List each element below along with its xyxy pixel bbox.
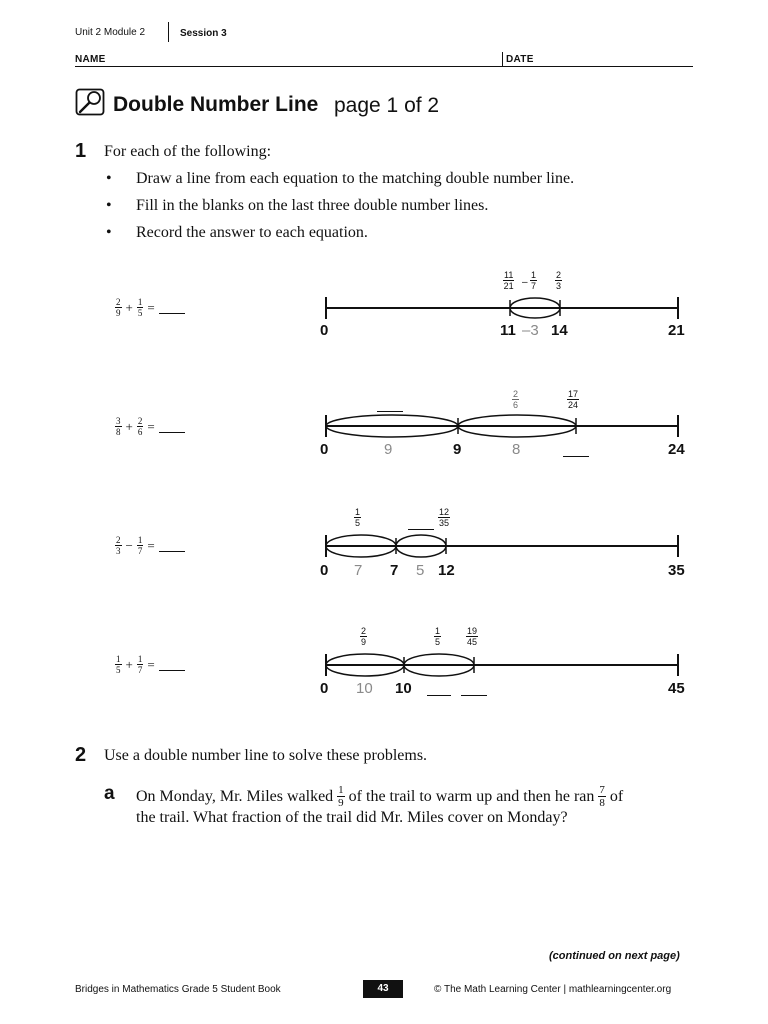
equation-4: $\frac{1}{5}$ + $\frac{1}{7}$ = (115, 655, 185, 675)
page-number: 43 (363, 980, 403, 998)
bullet-2: Fill in the blanks on the last three double number lines. (136, 197, 489, 214)
problem-2a-line2: the trail. What fraction of the trail did Mr. Miles cover on Monday? (136, 809, 568, 826)
nl4-frac-19-45: $\frac{19}{45}$ (467, 626, 478, 647)
equation-3: $\frac{2}{3}$ − $\frac{1}{7}$ = (115, 536, 185, 556)
nl3-label-0: 0 (320, 562, 329, 579)
problem-2-intro: Use a double number line to solve these problems. (104, 747, 428, 764)
bullet-dot: • (106, 197, 112, 214)
nl4-blank-2[interactable] (461, 695, 487, 696)
nl2-label-9: 9 (453, 441, 462, 458)
nl3-label-7: 7 (390, 562, 399, 579)
nl2-top-blank[interactable] (377, 411, 403, 412)
bullet-dot: • (106, 224, 112, 241)
nl1-label-14: 14 (551, 322, 568, 339)
nl2-frac-17-24: $\frac{17}{24}$ (568, 389, 579, 410)
nl4-label-0: 0 (320, 680, 329, 697)
session-label: Session 3 (180, 28, 227, 39)
bullet-1: Draw a line from each equation to the matching double number line. (136, 170, 575, 187)
nl1-label-11: 11 (500, 322, 516, 339)
page-subtitle: page 1 of 2 (334, 94, 440, 117)
number-line-2 (326, 415, 678, 437)
problem-2a-line1: On Monday, Mr. Miles walked $\frac{1}{9}$ of the trail to warm up and then he ran $\frac{7}{8}$ of (136, 784, 624, 809)
nl2-label-9-gray: 9 (384, 441, 393, 458)
problem-2-number: 2 (75, 744, 87, 766)
nl2-label-8-gray: 8 (512, 441, 521, 458)
date-label: DATE (506, 54, 534, 65)
nl4-label-45: 45 (668, 680, 685, 697)
nl1-frac-11-21: $\frac{11}{21}$ (503, 270, 514, 291)
nl3-top-blank[interactable] (408, 529, 434, 530)
nl1-frac-2-3: $\frac{2}{3}$ (556, 270, 562, 291)
problem-1-intro: For each of the following: (104, 143, 272, 160)
number-line-1 (326, 297, 678, 319)
nl4-frac-1-5: $\frac{1}{5}$ (435, 626, 441, 647)
nl4-label-10: 10 (395, 680, 412, 697)
continued-note: (continued on next page) (549, 950, 680, 962)
nl2-label-0: 0 (320, 441, 329, 458)
nl1-label-minus3: –3 (522, 322, 539, 339)
nl1-label-0: 0 (320, 322, 329, 339)
nl2-label-24: 24 (668, 441, 685, 458)
bullet-3: Record the answer to each equation. (136, 224, 368, 241)
unit-module-label: Unit 2 Module 2 (75, 27, 146, 38)
name-label: NAME (75, 54, 106, 65)
nl3-label-5-gray: 5 (416, 562, 425, 579)
nl3-label-12: 12 (438, 562, 455, 579)
nl4-frac-2-9: $\frac{2}{9}$ (361, 626, 367, 647)
nl3-label-7-gray: 7 (354, 562, 363, 579)
nl4-blank-1[interactable] (427, 695, 451, 696)
nl3-frac-1-5: $\frac{1}{5}$ (355, 507, 361, 528)
bullet-dot: • (106, 170, 112, 187)
nl3-label-35: 35 (668, 562, 685, 579)
nl1-minus: – (522, 277, 528, 288)
equation-1: $\frac{2}{9}$ + $\frac{1}{5}$ = (115, 298, 185, 318)
problem-1-number: 1 (75, 140, 87, 162)
nl4-label-10-gray: 10 (356, 680, 373, 697)
number-line-3 (326, 535, 678, 557)
problem-2a-label: a (104, 783, 115, 804)
nl1-label-21: 21 (668, 322, 685, 339)
equation-2: $\frac{3}{8}$ + $\frac{2}{6}$ = (115, 417, 185, 437)
page-title: Double Number Line (113, 93, 319, 116)
footer-right: © The Math Learning Center | mathlearningcenter.org (434, 984, 672, 995)
footer-left: Bridges in Mathematics Grade 5 Student Book (75, 984, 281, 995)
nl1-frac-1-7: $\frac{1}{7}$ (531, 270, 537, 291)
nl2-frac-2-6: $\frac{2}{6}$ (513, 389, 519, 410)
number-line-4 (326, 654, 678, 676)
nl3-frac-12-35: $\frac{12}{35}$ (439, 507, 450, 528)
nl2-bottom-blank[interactable] (563, 456, 589, 457)
